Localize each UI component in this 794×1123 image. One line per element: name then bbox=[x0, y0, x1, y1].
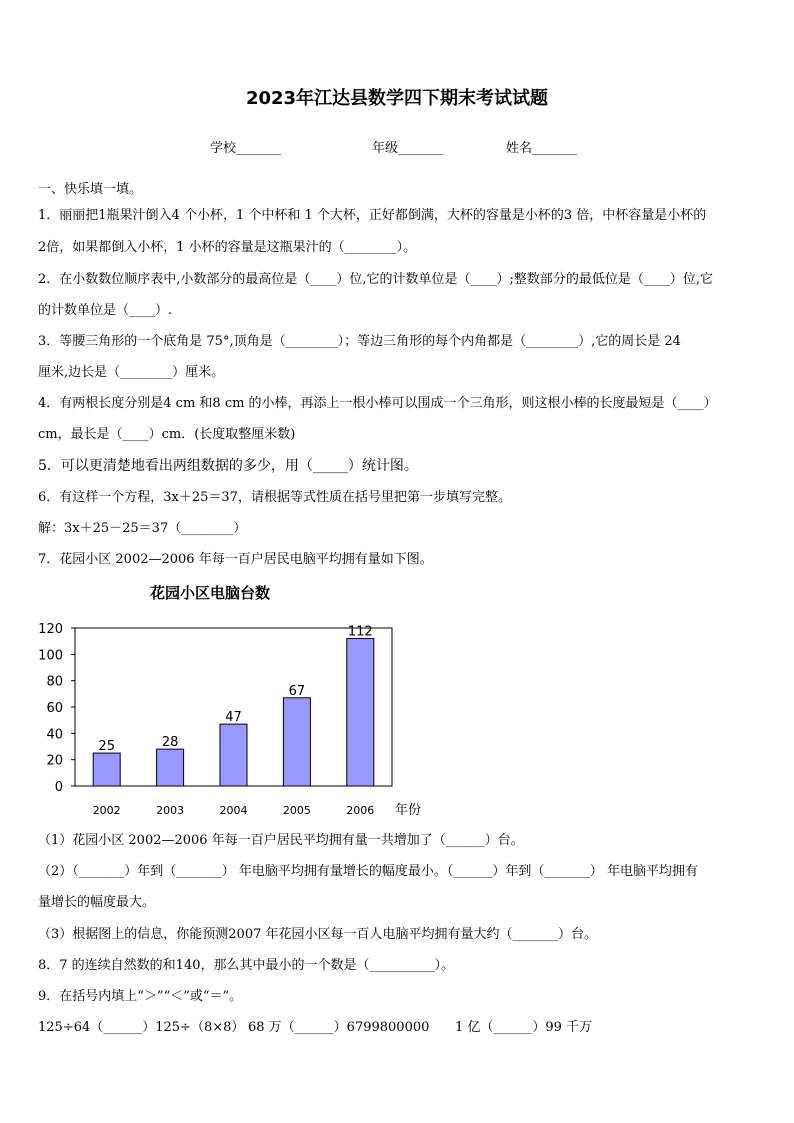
question-7-sub-1: （1）花园小区 2002—2006 年每一百户居民平均拥有量一共增加了（______）台。 bbox=[38, 833, 524, 848]
y-tick-label: 60 bbox=[46, 701, 63, 716]
grade-field: 年级_______ bbox=[372, 141, 444, 156]
question-9-item-2: 68 万（______）6799800000 bbox=[248, 1020, 430, 1035]
question-1-line-1: 1．丽丽把1瓶果汁倒入4 个小杯，1 个中杯和 1 个大杯，正好都倒满，大杯的容量是小杯的3 倍，中杯容量是小杯的 bbox=[38, 208, 707, 223]
question-4-line-1: 4．有两根长度分别是4 cm 和8 cm 的小棒，再添上一根小棒可以围成一个三角形，则这根小棒的长度最短是（____） bbox=[38, 396, 717, 411]
question-9-item-1: 125÷64（______）125÷（8×8） bbox=[38, 1020, 245, 1035]
chart-title: 花园小区电脑台数 bbox=[150, 584, 271, 602]
question-3-line-1: 3．等腰三角形的一个底角是 75°,顶角是（________）；等边三角形的每个内角都是（________）,它的周长是 24 bbox=[38, 334, 681, 349]
bar bbox=[157, 749, 184, 786]
data-label: 25 bbox=[98, 739, 115, 755]
y-tick-label: 80 bbox=[46, 674, 63, 690]
question-7: 7．花园小区 2002—2006 年每一百户居民电脑平均拥有量如下图。 bbox=[38, 552, 433, 567]
question-9-item-3: 1 亿（______）99 千万 bbox=[455, 1020, 593, 1035]
name-field: 姓名_______ bbox=[506, 141, 578, 156]
x-tick-label: 2004 bbox=[219, 804, 248, 817]
y-tick-label: 100 bbox=[38, 648, 63, 664]
data-label: 47 bbox=[225, 710, 242, 726]
question-2-line-2: 的计数单位是（____）. bbox=[38, 303, 173, 318]
bar bbox=[93, 753, 120, 786]
x-axis-label: 年份 bbox=[395, 803, 422, 818]
question-7-sub-3: （3）根据图上的信息，你能预测2007 年花园小区每一百人电脑平均拥有量大约（_______）台。 bbox=[38, 927, 597, 942]
question-7-sub-2-line-2: 量增长的幅度最大。 bbox=[38, 895, 156, 910]
section-heading: 一、快乐填一填。 bbox=[38, 182, 143, 197]
x-tick-label: 2005 bbox=[282, 804, 311, 817]
question-5: 5．可以更清楚地看出两组数据的多少，用（_____）统计图。 bbox=[38, 458, 418, 474]
bar-chart bbox=[30, 615, 450, 820]
data-label: 67 bbox=[288, 683, 306, 699]
bar bbox=[220, 724, 247, 786]
question-9: 9．在括号内填上“＞”“＜”或“＝”。 bbox=[38, 989, 243, 1004]
y-tick-label: 0 bbox=[54, 780, 63, 795]
question-6-line-1: 6．有这样一个方程，3x＋25＝37，请根据等式性质在括号里把第一步填写完整。 bbox=[38, 490, 511, 505]
question-8: 8．7 的连续自然数的和140，那么其中最小的一个数是（__________）。 bbox=[38, 958, 454, 973]
question-6-line-2: 解：3x＋25－25＝37（________） bbox=[38, 521, 247, 536]
y-tick-label: 20 bbox=[46, 753, 63, 769]
question-7-sub-2-line-1: （2）（_______）年到（_______） 年电脑平均拥有量增长的幅度最小。（______）年到（_______） 年电脑平均拥有 bbox=[38, 864, 699, 879]
x-tick-label: 2006 bbox=[346, 804, 375, 817]
y-tick-label: 40 bbox=[46, 727, 63, 743]
bar bbox=[283, 698, 310, 786]
question-1-line-2: 2倍，如果都倒入小杯，1 小杯的容量是这瓶果汁的（________）。 bbox=[38, 240, 417, 255]
x-tick-label: 2002 bbox=[92, 804, 121, 817]
question-3-line-2: 厘米,边长是（________）厘米。 bbox=[38, 365, 225, 380]
question-4-line-2: cm，最长是（____）cm．(长度取整厘米数) bbox=[38, 427, 296, 442]
data-label: 112 bbox=[347, 624, 373, 640]
bar bbox=[347, 639, 374, 786]
question-2-line-1: 2．在小数数位顺序表中,小数部分的最高位是（____）位,它的计数单位是（____）;整数部分的最低位是（____）位,它 bbox=[38, 272, 714, 287]
school-field: 学校_______ bbox=[210, 141, 282, 156]
x-tick-label: 2003 bbox=[156, 804, 185, 817]
y-tick-label: 120 bbox=[38, 622, 63, 637]
data-label: 28 bbox=[161, 735, 179, 751]
page-title: 2023年江达县数学四下期末考试试题 bbox=[245, 88, 549, 109]
